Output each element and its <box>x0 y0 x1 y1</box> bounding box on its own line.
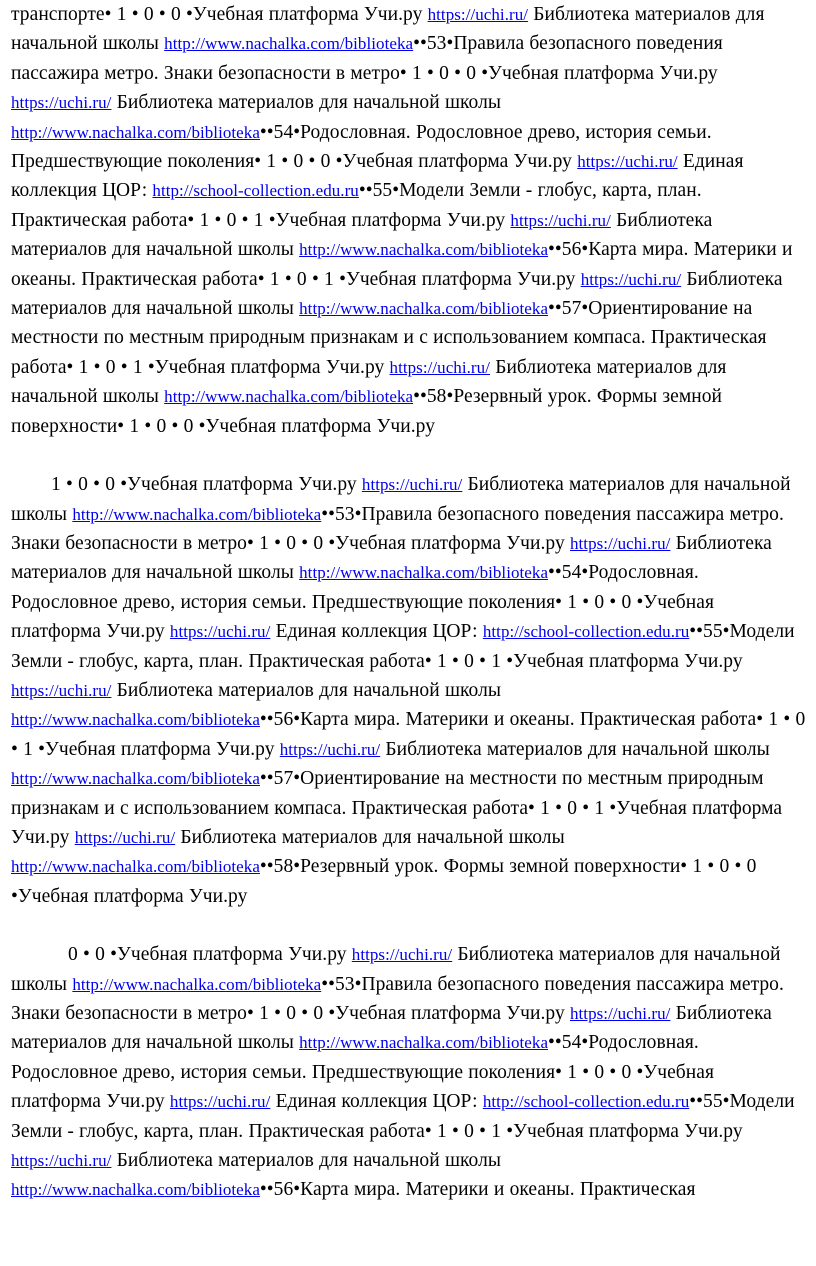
text-run: 1 • 0 • 0 •Учебная платформа Учи.ру <box>51 474 362 496</box>
uchi-link[interactable]: https://uchi.ru/ <box>169 622 271 642</box>
text-run: ••55•Модели Земли - глобус, карта, план. Практическая работа• 1 • 0 • 1 •Учебная платформа Учи.ру <box>11 621 795 672</box>
paragraph-2 <box>11 470 808 911</box>
uchi-link[interactable]: https://uchi.ru/ <box>361 475 463 495</box>
text-run: Библиотека материалов для начальной школы <box>111 92 502 114</box>
text-run: Библиотека материалов для начальной школы <box>111 1150 502 1172</box>
text-run: ••55•Модели Земли - глобус, карта, план. Практическая работа• 1 • 0 • 1 •Учебная платформа Учи.ру <box>11 1091 795 1142</box>
nachalka-link[interactable]: http://www.nachalka.com/biblioteka <box>299 1033 549 1053</box>
nachalka-link[interactable]: http://www.nachalka.com/biblioteka <box>72 504 322 524</box>
uchi-link[interactable]: https://uchi.ru/ <box>580 269 682 289</box>
text-run: Библиотека материалов для начальной школы <box>111 679 502 701</box>
nachalka-link[interactable]: http://www.nachalka.com/biblioteka <box>11 122 260 142</box>
uchi-link[interactable]: https://uchi.ru/ <box>169 1092 271 1112</box>
text-run: ••53•Правила безопасного поведения пассажира метро. Знаки безопасности в метро• 1 • 0 • 0 •Учебная платформа Учи.ру <box>11 33 723 84</box>
uchi-link[interactable]: https://uchi.ru/ <box>351 945 453 965</box>
text-run: ••54•Родословная. Родословное древо, история семьи. Предшествующие поколения• 1 • 0 • 0 •Учебная платформа Учи.ру <box>11 1032 714 1113</box>
uchi-link[interactable]: https://uchi.ru/ <box>577 152 678 172</box>
text-run: ••55•Модели Земли - глобус, карта, план. Практическая работа• 1 • 0 • 1 •Учебная платформа Учи.ру <box>11 180 702 231</box>
uchi-link[interactable]: https://uchi.ru/ <box>389 357 490 377</box>
nachalka-link[interactable]: http://www.nachalka.com/biblioteka <box>11 710 260 730</box>
uchi-link[interactable]: https://uchi.ru/ <box>569 533 671 553</box>
text-run: ••53•Правила безопасного поведения пассажира метро. Знаки безопасности в метро• 1 • 0 • 0 •Учебная платформа Учи.ру <box>11 973 784 1024</box>
text-run: Библиотека материалов для начальной школы <box>11 474 791 525</box>
nachalka-link[interactable]: http://www.nachalka.com/biblioteka <box>164 34 414 54</box>
text-run: Библиотека материалов для начальной школы <box>175 826 565 848</box>
text-run: ••57•Ориентирование на местности по местным природным признакам и с использованием компаса. Практическая работа• 1 • 0 • 1 •Учебная платформа Учи.ру <box>11 298 767 378</box>
nachalka-link[interactable]: http://www.nachalka.com/biblioteka <box>164 387 414 407</box>
nachalka-link[interactable]: http://www.nachalka.com/biblioteka <box>299 563 549 583</box>
text-run: 0 • 0 •Учебная платформа Учи.ру <box>68 944 352 966</box>
uchi-link[interactable]: https://uchi.ru/ <box>74 827 176 847</box>
nachalka-link[interactable]: http://www.nachalka.com/biblioteka <box>72 974 322 994</box>
text-run: Библиотека материалов для начальной школы <box>11 356 727 408</box>
uchi-link[interactable]: https://uchi.ru/ <box>427 5 529 24</box>
uchi-link[interactable]: https://uchi.ru/ <box>569 1004 671 1023</box>
text-run: ••56•Карта мира. Материки и океаны. Практическая работа• 1 • 0 • 1 •Учебная платформа Учи.ру <box>11 709 806 760</box>
paragraph-3 <box>11 940 808 1205</box>
school-link[interactable]: http://school-collection.edu.ru <box>482 1092 690 1112</box>
uchi-link[interactable]: https://uchi.ru/ <box>11 680 112 700</box>
text-run: Библиотека материалов для начальной школы <box>11 944 781 995</box>
nachalka-link[interactable]: http://www.nachalka.com/biblioteka <box>11 769 260 789</box>
text-run: Единая коллекция ЦОР: <box>270 1091 483 1113</box>
school-link[interactable]: http://school-collection.edu.ru <box>482 622 690 642</box>
paragraph-1 <box>11 0 808 441</box>
text-run: Библиотека материалов для начальной школы <box>11 268 783 320</box>
text-run: Библиотека материалов для начальной школы <box>11 209 713 261</box>
text-run: Библиотека материалов для начальной школы <box>11 1003 772 1054</box>
text-run: Единая коллекция ЦОР: <box>270 621 483 643</box>
text-run: ••54•Родословная. Родословное древо, история семьи. Предшествующие поколения• 1 • 0 • 0 •Учебная платформа Учи.ру <box>11 121 712 173</box>
text-run: Библиотека материалов для начальной школы <box>11 4 765 55</box>
nachalka-link[interactable]: http://www.nachalka.com/biblioteka <box>11 1180 260 1200</box>
text-run: ••53•Правила безопасного поведения пассажира метро. Знаки безопасности в метро• 1 • 0 • 0 •Учебная платформа Учи.ру <box>11 503 784 554</box>
text-run: Библиотека материалов для начальной школы <box>11 532 772 584</box>
text-run: ••56•Карта мира. Материки и океаны. Практическая <box>259 1179 696 1201</box>
nachalka-link[interactable]: http://www.nachalka.com/biblioteka <box>11 857 260 877</box>
uchi-link[interactable]: https://uchi.ru/ <box>11 1151 112 1171</box>
uchi-link[interactable]: https://uchi.ru/ <box>11 93 112 113</box>
school-link[interactable]: http://school-collection.edu.ru <box>152 181 359 201</box>
nachalka-link[interactable]: http://www.nachalka.com/biblioteka <box>299 299 549 319</box>
text-run: Библиотека материалов для начальной школы <box>380 738 770 760</box>
uchi-link[interactable]: https://uchi.ru/ <box>279 739 381 759</box>
text-run: ••57•Ориентирование на местности по местным природным признакам и с использованием компаса. Практическая работа• 1 • 0 • 1 •Учебная платформа Учи.ру <box>11 768 783 848</box>
text-run: ••54•Родословная. Родословное древо, история семьи. Предшествующие поколения• 1 • 0 • 0 •Учебная платформа Учи.ру <box>11 562 714 643</box>
text-run: ••58•Резервный урок. Формы земной поверхности• 1 • 0 • 0 •Учебная платформа Учи.ру <box>11 856 757 907</box>
nachalka-link[interactable]: http://www.nachalka.com/biblioteka <box>299 240 549 260</box>
text-run: транспорте• 1 • 0 • 0 •Учебная платформа Учи.ру <box>11 4 428 25</box>
uchi-link[interactable]: https://uchi.ru/ <box>510 210 611 230</box>
text-run: ••56•Карта мира. Материки и океаны. Практическая работа• 1 • 0 • 1 •Учебная платформа Учи.ру <box>11 239 793 290</box>
text-run: Единая коллекция ЦОР: <box>11 151 744 202</box>
text-run: ••58•Резервный урок. Формы земной поверхности• 1 • 0 • 0 •Учебная платформа Учи.ру <box>11 386 722 437</box>
